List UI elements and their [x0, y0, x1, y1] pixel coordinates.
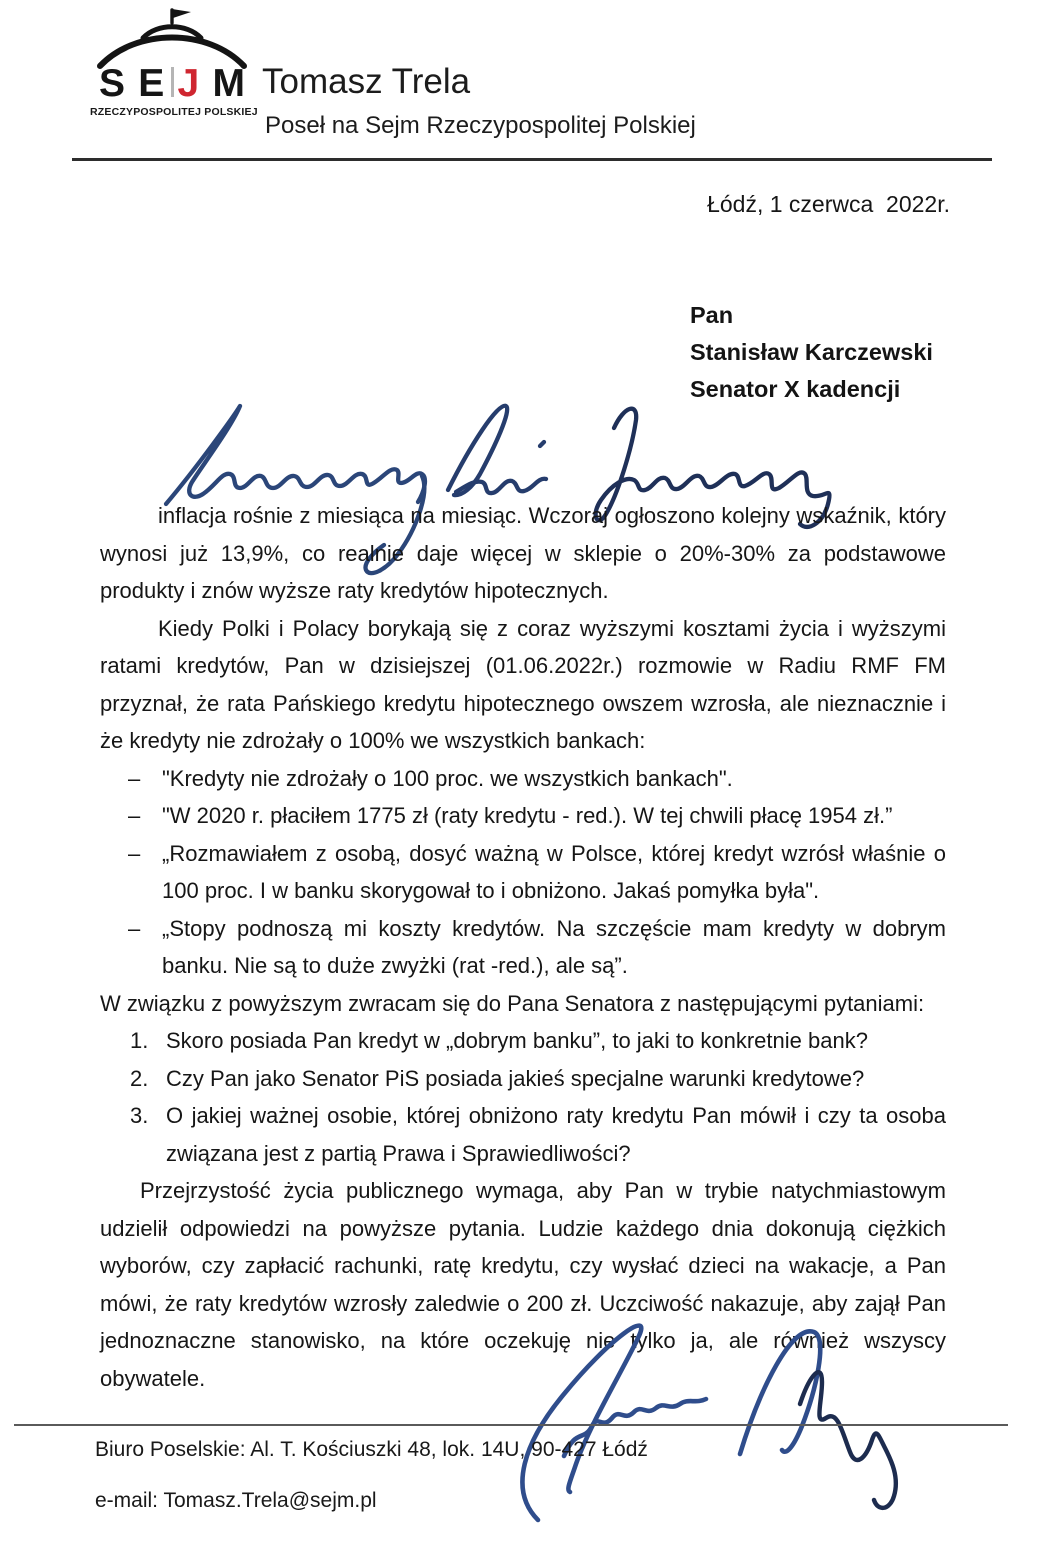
logo-j-accent [171, 67, 174, 97]
logo-letter-s: S [99, 62, 126, 105]
footer-rule [14, 1424, 1008, 1426]
logo-letter-j: J [178, 64, 200, 103]
quote-text: "Kredyty nie zdrożały o 100 proc. we wszystkich bankach". [162, 765, 733, 791]
recipient-title: Senator X kadencji [690, 376, 901, 402]
question-number: 3. [130, 1103, 149, 1128]
letter-body [100, 497, 946, 1397]
question-item [100, 1060, 946, 1098]
question-text: Czy Pan jako Senator PiS posiada jakieś specjalne warunki kredytowe? [166, 1065, 865, 1091]
quote-text: "W 2020 r. płaciłem 1775 zł (raty kredytu - red.). W tej chwili płacę 1954 zł.” [162, 803, 893, 828]
logo-letter-m: M [212, 62, 245, 105]
question-item [100, 1022, 946, 1060]
quote-text: „Rozmawiałem z osobą, dosyć ważną w Polsce, której kredyt wzrósł właśnie o 100 proc. I w banku skorygował to i obniżono. Jakaś pomyłka była". [162, 840, 946, 903]
question-item [100, 1097, 946, 1172]
date-line: Łódź, 1 czerwca 2022r. [707, 191, 950, 217]
logo-letter-e: E [138, 62, 165, 105]
logo-caption: RZECZYPOSPOLITEJ POLSKIEJ [90, 106, 258, 118]
sejm-logo-word [93, 64, 251, 103]
questions-intro: W związku z powyższym zwracam się do Pana Senatora z następującymi pytaniami: [100, 990, 925, 1016]
recipient-salutation: Pan [690, 302, 734, 328]
question-number: 1. [130, 1028, 149, 1053]
footer-email: e-mail: Tomasz.Trela@sejm.pl [95, 1489, 377, 1512]
dash-marker: – [128, 803, 141, 828]
question-text: O jakiej ważnej osobie, której obniżono raty kredytu Pan mówił i czy ta osoba związana jest z partią Prawa i Sprawiedliwości? [166, 1103, 946, 1166]
sejm-logo [90, 6, 258, 118]
question-text: Skoro posiada Pan kredyt w „dobrym banku”, to jaki to konkretnie bank? [166, 1028, 868, 1053]
recipient-block [690, 297, 933, 408]
questions-list [100, 1022, 946, 1172]
paragraph-inflation: inflacja rośnie z miesiąca na miesiąc. Wczoraj ogłoszono kolejny wskaźnik, który wynosi już 13,9%, co realnie daje więcej w sklepie o 20%-30% za podstawowe produkty i znów wyższe raty kredytów hipotecznych. [100, 503, 946, 603]
recipient-name: Stanisław Karczewski [690, 339, 933, 365]
dash-marker: – [128, 765, 141, 791]
quote-item [100, 760, 946, 798]
question-number: 2. [130, 1065, 149, 1091]
sender-name: Tomasz Trela [262, 62, 471, 101]
dash-marker: – [128, 840, 141, 866]
paragraph-radio-interview: Kiedy Polki i Polacy borykają się z coraz wyższymi kosztami życia i wyższymi ratami kredytów, Pan w dzisiejszej (01.06.2022r.) rozmowie w Radiu RMF FM przyznał, że rata Pańskiego kredytu hipotecznego owszem wzrosła, ale nieznacznie i że kredyty nie zdrożały o 100% we wszystkich bankach: [100, 615, 946, 753]
sender-role: Poseł na Sejm Rzeczypospolitej Polskiej [265, 112, 696, 139]
footer-office-address: Biuro Poselskie: Al. T. Kościuszki 48, lok. 14U, 90-427 Łódź [95, 1438, 648, 1461]
quote-text: „Stopy podnoszą mi koszty kredytów. Na szczęście mam kredyty w dobrym banku. Nie są to duże zwyżki (rat -red.), ale są”. [162, 915, 946, 978]
quotes-list [100, 760, 946, 985]
quote-item [100, 910, 946, 985]
paragraph-closing: Przejrzystość życia publicznego wymaga, aby Pan w trybie natychmiastowym udzielił odpowiedzi na powyższe pytania. Ludzie każdego dnia dokonują ciężkich wyborów, czy zapłacić rachunki, ratę kredytu, czy wysłać dzieci na wakacje, a Pan mówi, że raty kredytów wzrosły zaledwie o 200 zł. Uczciwość nakazuje, aby zajął Pan jednoznaczne stanowisko, na które oczekuję nie tylko ja, ale również wszyscy obywatele. [100, 1178, 946, 1391]
quote-item [100, 835, 946, 910]
dash-marker: – [128, 915, 141, 941]
header-rule [72, 158, 992, 161]
quote-item [100, 797, 946, 835]
